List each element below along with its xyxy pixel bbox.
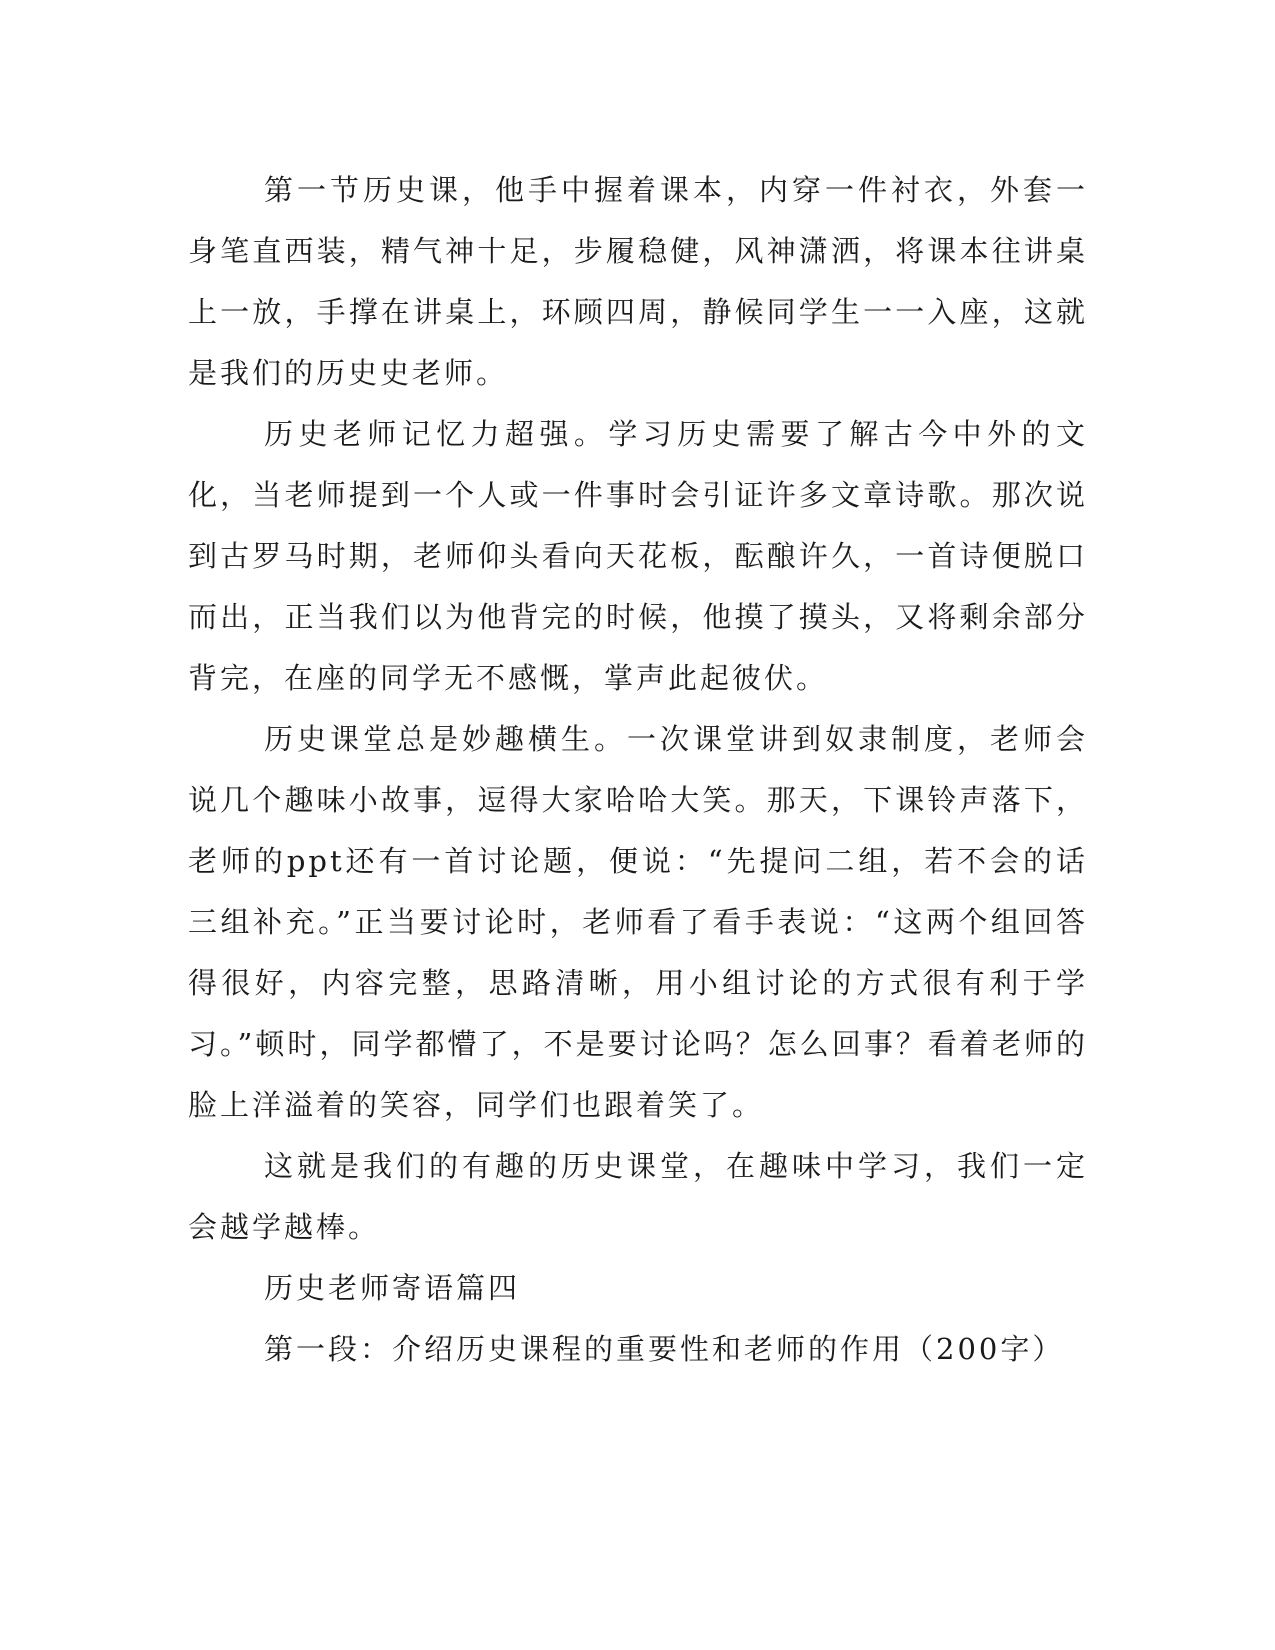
- paragraph-4: 这就是我们的有趣的历史课堂，在趣味中学习，我们一定会越学越棒。: [188, 1149, 1088, 1244]
- paragraph-3: 历史课堂总是妙趣横生。一次课堂讲到奴隶制度，老师会说几个趣味小故事，逗得大家哈哈大笑。那天，下课铃声落下，老师的ppt还有一首讨论题，便说：“先提问二组，若不会的话三组补充。”正当要讨论时，老师看了看手表说：“这两个组回答得很好，内容完整，思路清晰，用小组讨论的方式很有利于学习。”顿时，同学都懵了，不是要讨论吗？怎么回事？看着老师的脸上洋溢着的笑容，同学们也跟着笑了。: [188, 722, 1088, 1122]
- paragraph-1: 第一节历史课，他手中握着课本，内穿一件衬衣，外套一身笔直西装，精气神十足，步履稳健，风神潇洒，将课本往讲桌上一放，手撑在讲桌上，环顾四周，静候同学生一一入座，这就是我们的历史史老师。: [188, 173, 1088, 390]
- document-body: [188, 160, 1088, 1380]
- subsection-title: 第一段：介绍历史课程的重要性和老师的作用（200字）: [264, 1332, 1065, 1366]
- section-title: 历史老师寄语篇四: [264, 1271, 521, 1305]
- paragraph-2: 历史老师记忆力超强。学习历史需要了解古今中外的文化，当老师提到一个人或一件事时会引证许多文章诗歌。那次说到古罗马时期，老师仰头看向天花板，酝酿许久，一首诗便脱口而出，正当我们以为他背完的时候，他摸了摸头，又将剩余部分背完，在座的同学无不感慨，掌声此起彼伏。: [188, 417, 1088, 695]
